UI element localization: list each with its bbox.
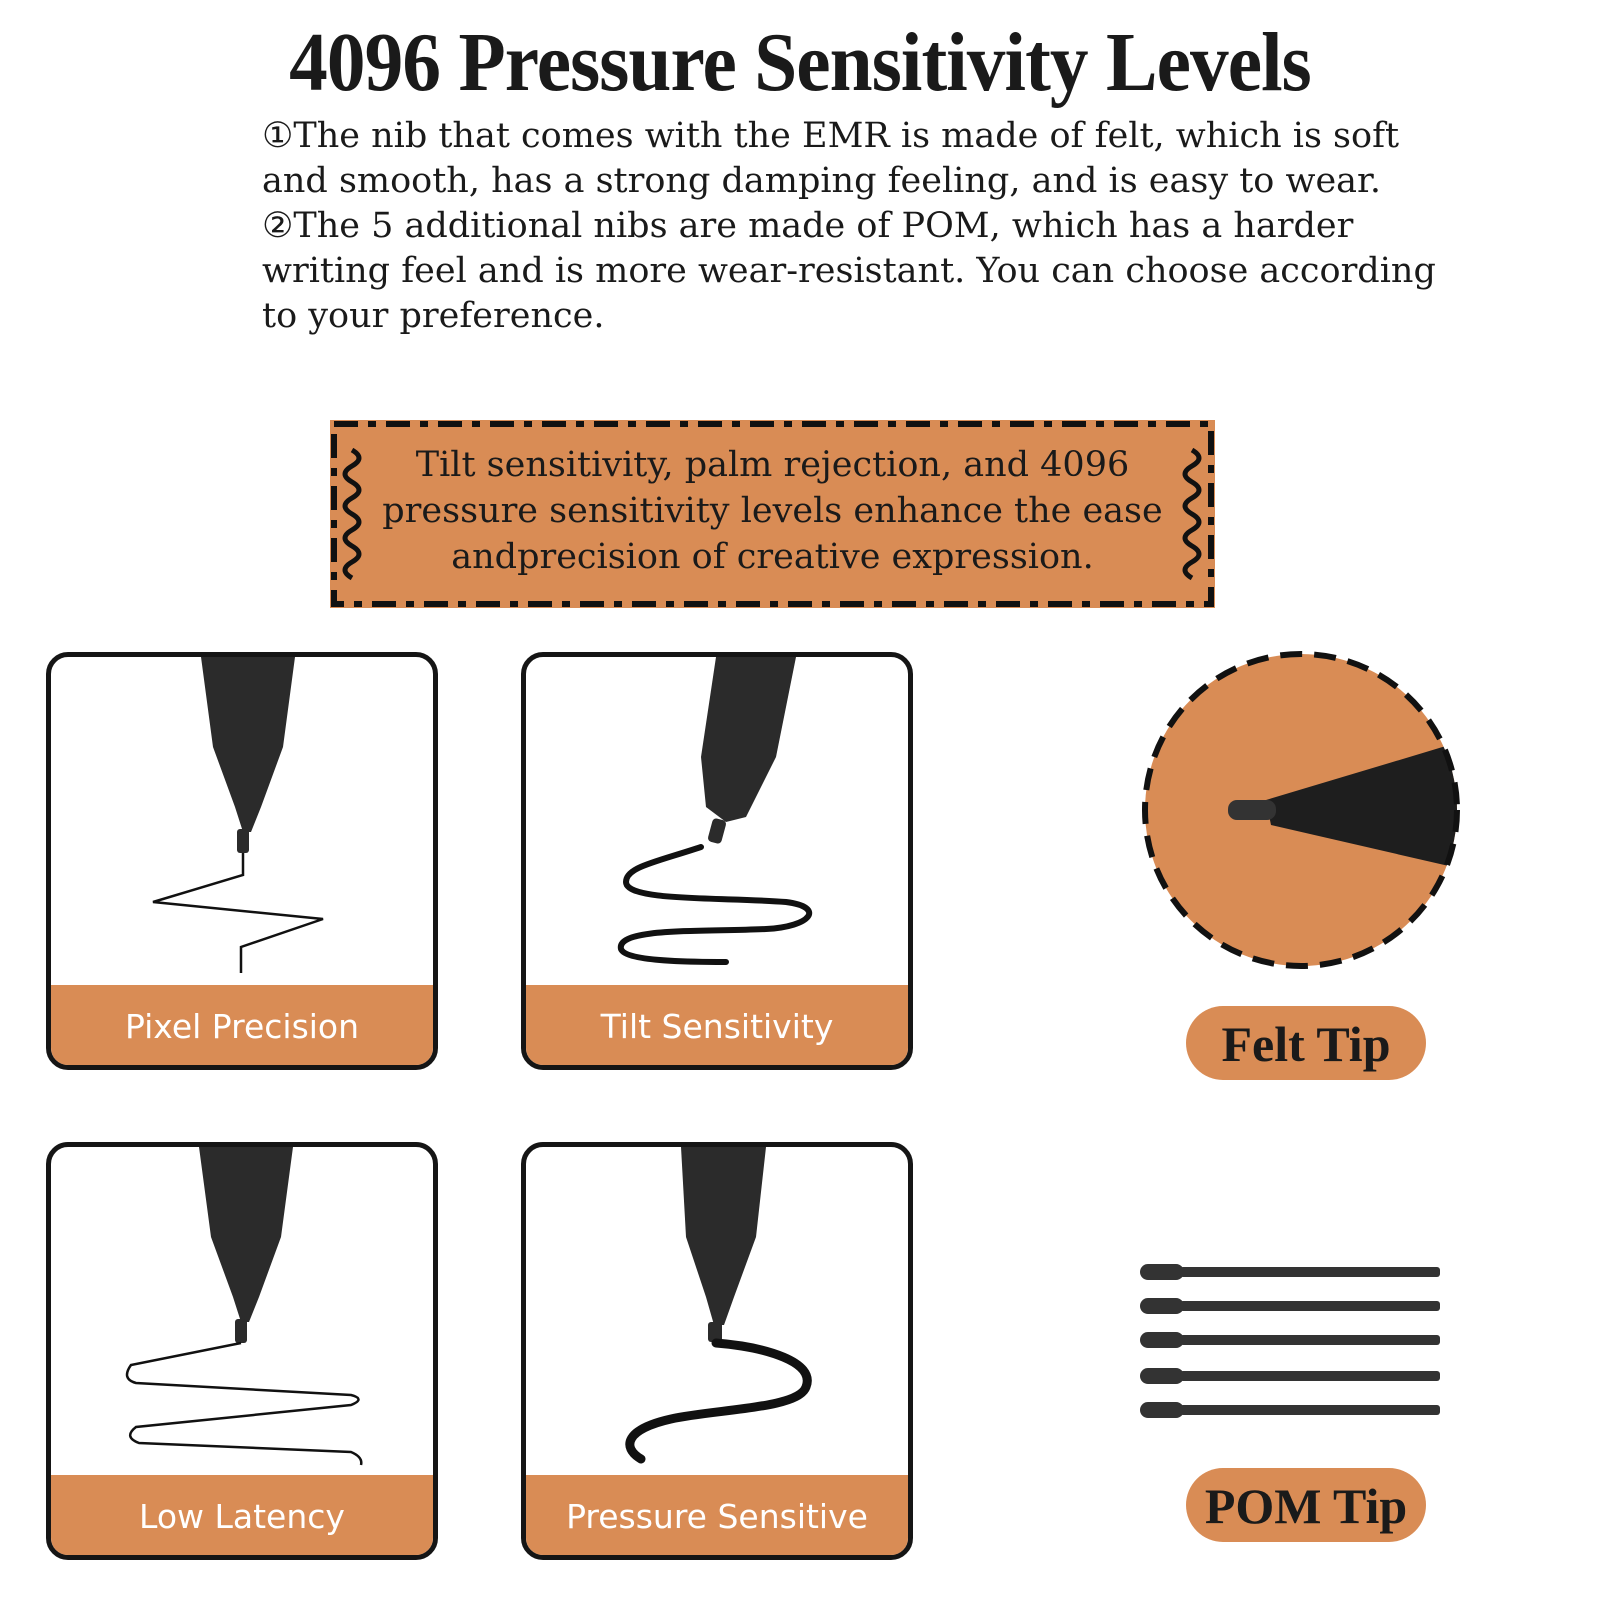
feature-card-tilt-sensitivity	[521, 652, 913, 1070]
felt-tip-label: Felt Tip	[1186, 1006, 1426, 1080]
pen-zigzag-long-icon	[51, 1147, 438, 1487]
pom-nibs-icon	[1140, 1256, 1450, 1436]
pen-wave-icon	[526, 657, 913, 997]
intro-paragraph-pom: ②The 5 additional nibs are made of POM, which has a harder writing feel and is more wear-resistant. You can choose according to your preference.	[262, 206, 1436, 336]
feature-label: Pressure Sensitive	[526, 1475, 908, 1555]
feature-label: Tilt Sensitivity	[526, 985, 908, 1065]
intro-paragraph-felt: ①The nib that comes with the EMR is made of felt, which is soft and smooth, has a strong damping feeling, and is easy to wear.	[262, 116, 1400, 201]
pen-curve-icon	[526, 1147, 913, 1487]
feature-card-low-latency	[46, 1142, 438, 1560]
pom-tip-label: POM Tip	[1186, 1468, 1426, 1542]
feature-label: Low Latency	[51, 1475, 433, 1555]
page-title: 4096 Pressure Sensitivity Levels	[289, 16, 1311, 109]
felt-tip-icon	[1136, 650, 1466, 980]
feature-label: Pixel Precision	[51, 985, 433, 1065]
feature-card-pixel-precision	[46, 652, 438, 1070]
feature-card-pressure-sensitive	[521, 1142, 913, 1560]
pen-zigzag-icon	[51, 657, 438, 997]
intro-text	[262, 114, 1462, 339]
banner-text: Tilt sensitivity, palm rejection, and 4096 pressure sensitivity levels enhance the ease andprecision of creative expression.	[382, 445, 1163, 577]
feature-banner	[330, 420, 1215, 608]
